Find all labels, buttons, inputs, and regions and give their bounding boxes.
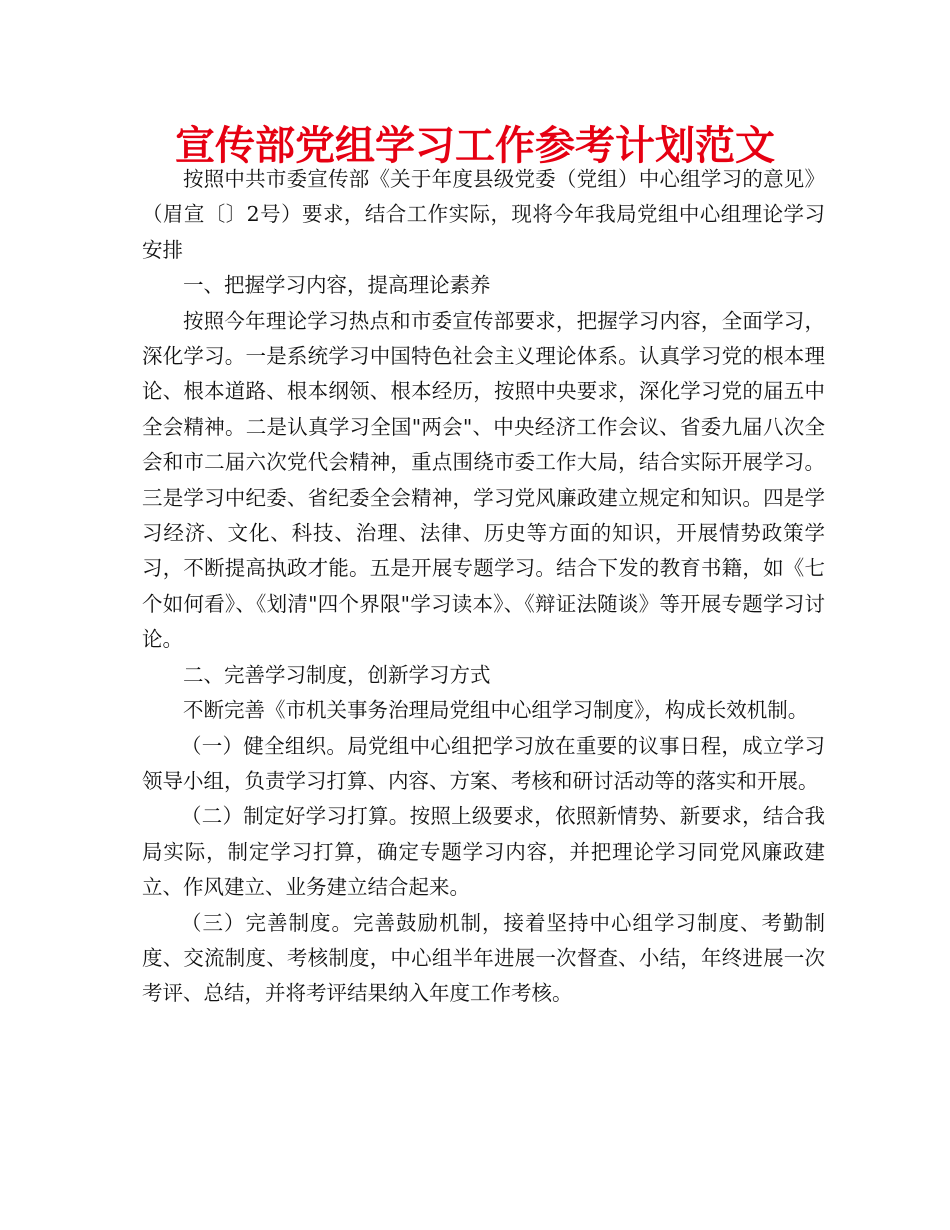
document-title: 宣传部党组学习工作参考计划范文 (175, 123, 775, 169)
subsection-3-paragraph: （三）完善制度。完善鼓励机制，接着坚持中心组学习制度、考勤制度、交流制度、考核制度，中心组半年进展一次督查、小结，年终进展一次考评、总结，并将考评结果纳入年度工作考核。 (142, 910, 825, 1006)
intro-paragraph: 按照中共市委宣传部《关于年度县级党委（党组）中心组学习的意见》（眉宣〔〕2号）要求，结合工作实际，现将今年我局党组中心组理论学习安排 (142, 167, 825, 262)
section-1-paragraph: 按照今年理论学习热点和市委宣传部要求，把握学习内容，全面学习，深化学习。一是系统学习中国特色社会主义理论体系。认真学习党的根本理论、根本道路、根本纲领、根本经历，按照中央要求，深化学习党的届五中全会精神。二是认真学习全国"两会"、中央经济工作会议、省委九届八次全会和市二届六次党代会精神，重点围绕市委工作大局，结合实际开展学习。三是学习中纪委、省纪委全会精神，学习党风廉政建立规定和知识。四是学习经济、文化、科技、治理、法律、历史等方面的知识，开展情势政策学习，不断提高执政才能。五是开展专题学习。结合下发的教育书籍，如《七个如何看》、《划清"四个界限"学习读本》、《辩证法随谈》等开展专题学习讨论。 (142, 308, 825, 652)
section-heading-2: 二、完善学习制度，创新学习方式 (183, 662, 491, 687)
document-body (142, 162, 825, 1012)
subsection-2-paragraph: （二）制定好学习打算。按照上级要求，依照新情势、新要求，结合我局实际，制定学习打算，确定专题学习内容，并把理论学习同党风廉政建立、作风建立、业务建立结合起来。 (142, 804, 825, 900)
section-2-paragraph: 不断完善《市机关事务治理局党组中心组学习制度》，构成长效机制。 (183, 698, 809, 723)
section-heading-1: 一、把握学习内容，提高理论素养 (183, 273, 491, 298)
subsection-1-paragraph: （一）健全组织。局党组中心组把学习放在重要的议事日程，成立学习领导小组，负责学习打算、内容、方案、考核和研讨活动等的落实和开展。 (142, 733, 825, 793)
